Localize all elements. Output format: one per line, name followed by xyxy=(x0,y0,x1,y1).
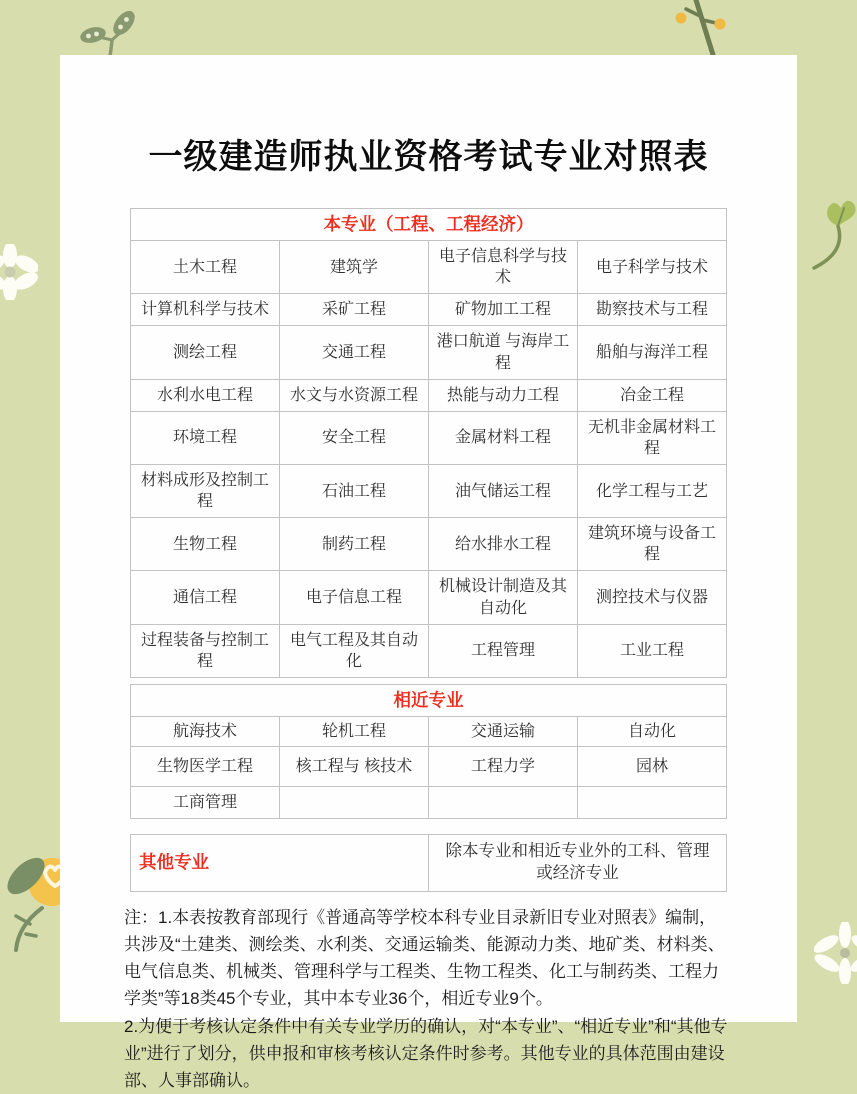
table-row xyxy=(131,716,727,746)
table-cell: 材料成形及控制工程 xyxy=(131,464,280,517)
table-row xyxy=(131,624,727,677)
branch-buds-icon xyxy=(650,0,742,58)
table-row xyxy=(131,379,727,411)
table-cell: 核工程与 核技术 xyxy=(280,747,429,787)
table-row xyxy=(131,241,727,294)
table-cell: 航海技术 xyxy=(131,716,280,746)
table-cell: 给水排水工程 xyxy=(429,518,578,571)
table-row xyxy=(131,294,727,326)
table-cell: 安全工程 xyxy=(280,411,429,464)
table-cell: 水文与水资源工程 xyxy=(280,379,429,411)
table-cell: 石油工程 xyxy=(280,464,429,517)
table-row xyxy=(131,326,727,379)
table-cell: 交通运输 xyxy=(429,716,578,746)
table-cell: 热能与动力工程 xyxy=(429,379,578,411)
table-cell: 电子信息工程 xyxy=(280,571,429,624)
table-row xyxy=(131,747,727,787)
table-cell: 测控技术与仪器 xyxy=(578,571,727,624)
other-majors-table xyxy=(130,834,727,892)
table-cell: 轮机工程 xyxy=(280,716,429,746)
table-cell: 船舶与海洋工程 xyxy=(578,326,727,379)
table-cell: 港口航道 与海岸工程 xyxy=(429,326,578,379)
main-majors-table xyxy=(130,208,727,678)
white-flower-icon xyxy=(0,244,38,300)
table-cell: 通信工程 xyxy=(131,571,280,624)
table-row xyxy=(131,518,727,571)
table-cell: 工业工程 xyxy=(578,624,727,677)
table-cell: 生物工程 xyxy=(131,518,280,571)
table-cell: 园林 xyxy=(578,747,727,787)
table-cell: 计算机科学与技术 xyxy=(131,294,280,326)
table-cell: 工商管理 xyxy=(131,787,280,819)
table-cell: 工程力学 xyxy=(429,747,578,787)
table-cell: 电子信息科学与技术 xyxy=(429,241,578,294)
table-header-row xyxy=(131,684,727,716)
other-table-value: 除本专业和相近专业外的工科、管理或经济专业 xyxy=(429,835,727,892)
table-cell: 矿物加工工程 xyxy=(429,294,578,326)
table-row xyxy=(131,464,727,517)
table-cell: 金属材料工程 xyxy=(429,411,578,464)
table-cell: 建筑学 xyxy=(280,241,429,294)
table-cell: 自动化 xyxy=(578,716,727,746)
white-daisy-icon xyxy=(814,922,857,984)
similar-majors-table xyxy=(130,684,727,819)
table-cell: 电子科学与技术 xyxy=(578,241,727,294)
table-cell: 工程管理 xyxy=(429,624,578,677)
table-cell: 环境工程 xyxy=(131,411,280,464)
footnote-1: 注：1.本表按教育部现行《普通高等学校本科专业目录新旧专业对照表》编制，共涉及“土建类、测绘类、水利类、交通运输类、能源动力类、地矿类、材料类、电气信息类、机械类、管理科学与工程类、生物工程类、化工与制药类、工程力学类”等18类45个专业，其中本专业36个，相近专业9个。 xyxy=(124,907,725,1009)
table-cell: 交通工程 xyxy=(280,326,429,379)
table-header-row xyxy=(131,209,727,241)
table-cell xyxy=(429,787,578,819)
table-cell: 过程装备与控制工程 xyxy=(131,624,280,677)
table-cell: 无机非金属材料工程 xyxy=(578,411,727,464)
table-cell: 建筑环境与设备工程 xyxy=(578,518,727,571)
clover-leaf-icon xyxy=(812,194,857,270)
footnote-2: 2.为便于考核认定条件中有关专业学历的确认，对“本专业”、“相近专业”和“其他专业”进行了划分，供申报和审核考核认定条件时参考。其他专业的具体范围由建设部、人事部确认。 xyxy=(124,1016,728,1090)
table-cell: 电气工程及其自动化 xyxy=(280,624,429,677)
main-table-header: 本专业（工程、工程经济） xyxy=(131,209,727,241)
table-cell: 冶金工程 xyxy=(578,379,727,411)
table-cell: 水利水电工程 xyxy=(131,379,280,411)
table-cell: 化学工程与工艺 xyxy=(578,464,727,517)
table-cell: 测绘工程 xyxy=(131,326,280,379)
table-row xyxy=(131,787,727,819)
table-cell xyxy=(578,787,727,819)
table-cell: 制药工程 xyxy=(280,518,429,571)
content-card xyxy=(60,55,797,1090)
table-cell xyxy=(280,787,429,819)
table-row xyxy=(131,411,727,464)
table-cell: 机械设计制造及其自动化 xyxy=(429,571,578,624)
table-row xyxy=(131,835,727,892)
table-cell: 采矿工程 xyxy=(280,294,429,326)
other-table-label: 其他专业 xyxy=(131,835,429,892)
table-cell: 生物医学工程 xyxy=(131,747,280,787)
table-cell: 土木工程 xyxy=(131,241,280,294)
table-row xyxy=(131,571,727,624)
footnotes xyxy=(124,904,733,1094)
table-cell: 油气储运工程 xyxy=(429,464,578,517)
page-title: 一级建造师执业资格考试专业对照表 xyxy=(148,138,709,176)
similar-table-header: 相近专业 xyxy=(131,684,727,716)
table-cell: 勘察技术与工程 xyxy=(578,294,727,326)
